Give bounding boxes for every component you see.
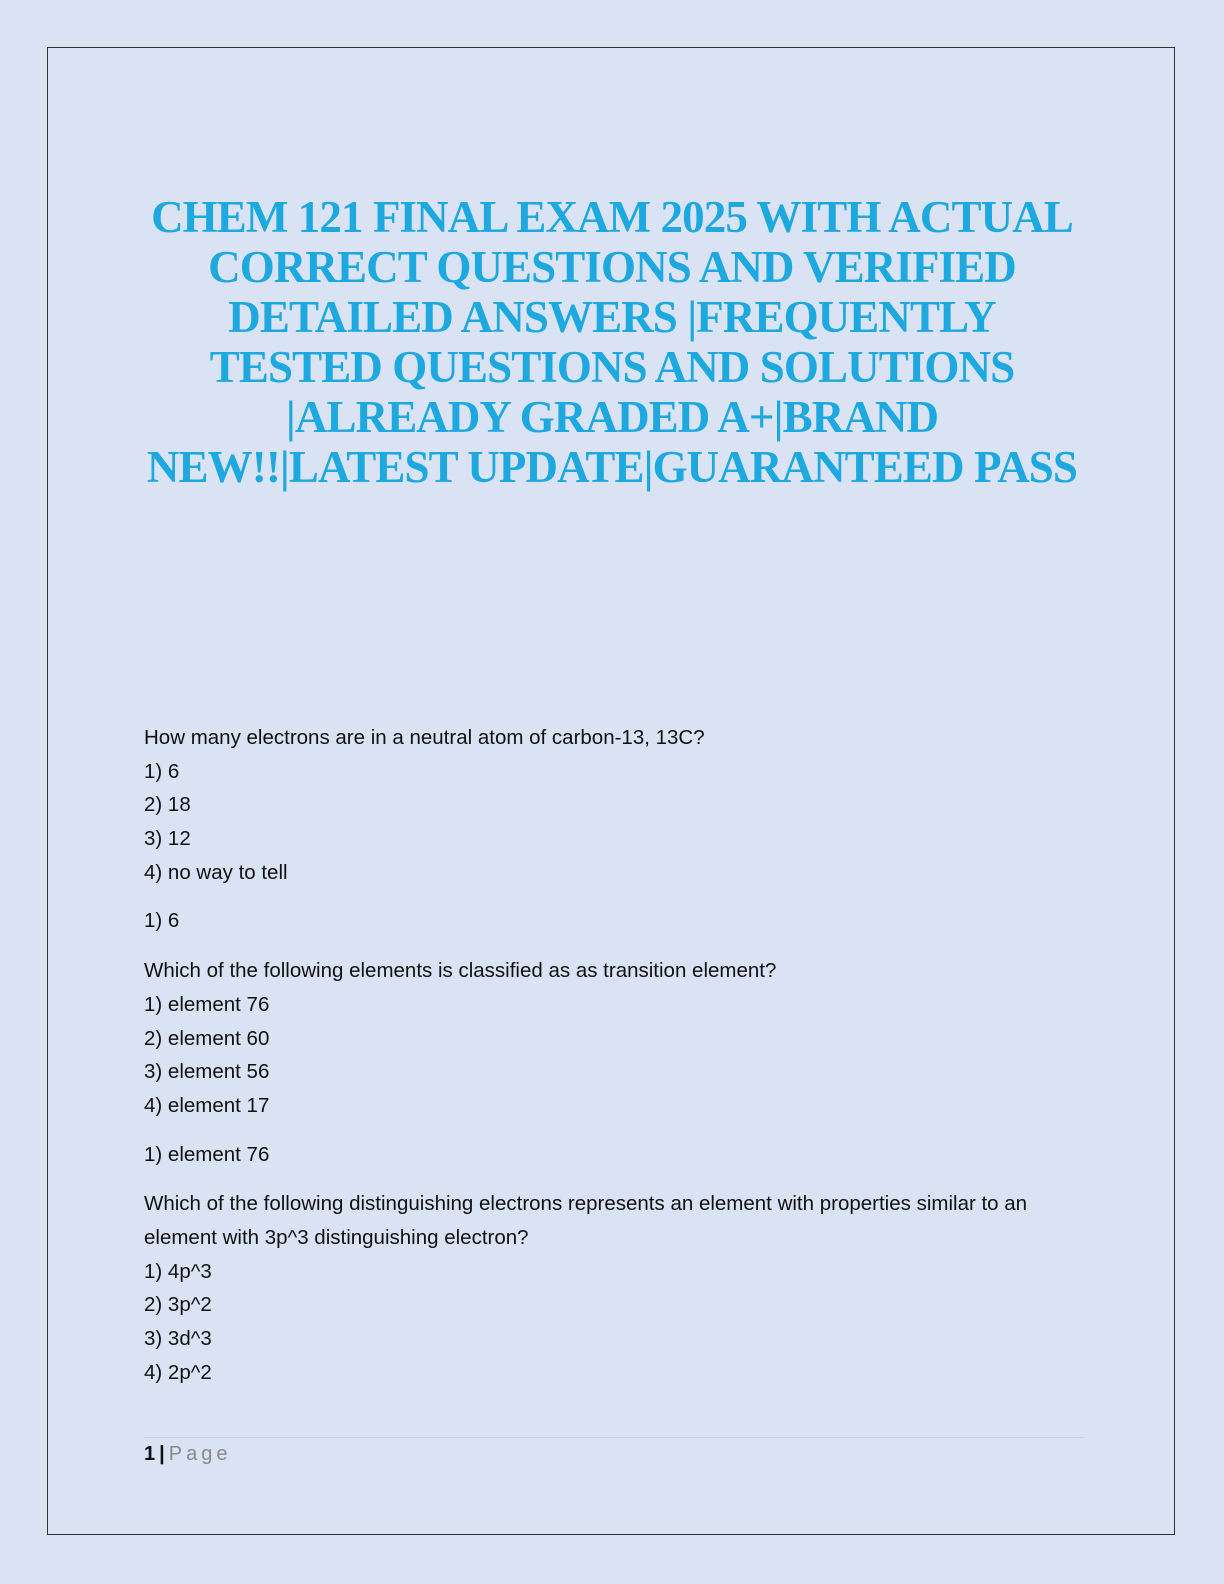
question-1-option-2: 2) 18 — [144, 793, 191, 817]
question-3-option-3: 3) 3d^3 — [144, 1327, 212, 1351]
question-2-option-1: 1) element 76 — [144, 992, 270, 1016]
footer-divider — [144, 1437, 1084, 1438]
question-1-answer: 1) 6 — [144, 909, 180, 933]
document-title: CHEM 121 FINAL EXAM 2025 WITH ACTUAL CORRECT QUESTIONS AND VERIFIED DETAILED ANSWERS |FREQUENTLY TESTED QUESTIONS AND SOLUTIONS |ALREADY GRADED A+|BRAND NEW!!|LATEST UPDATE|GUARANTEED PASS — [146, 192, 1078, 492]
question-1-option-4: 4) no way to tell — [144, 860, 288, 884]
question-list — [144, 721, 1084, 1389]
page-footer — [144, 1440, 231, 1468]
question-3-text: Which of the following distinguishing electrons represents an element with properties similar to an element with 3p^3 distinguishing electron? — [144, 1192, 1028, 1249]
question-1-text: How many electrons are in a neutral atom of carbon-13, 13C? — [144, 726, 705, 749]
question-2-answer: 1) element 76 — [144, 1142, 270, 1166]
question-3-option-2: 2) 3p^2 — [144, 1293, 212, 1317]
question-1-option-3: 3) 12 — [144, 827, 191, 851]
question-3-option-4: 4) 2p^2 — [144, 1360, 212, 1384]
question-2-option-3: 3) element 56 — [144, 1060, 270, 1084]
question-2-option-4: 4) element 17 — [144, 1093, 270, 1117]
page-number: 1 — [144, 1443, 156, 1465]
footer-separator: | — [159, 1443, 165, 1465]
question-2-option-2: 2) element 60 — [144, 1026, 270, 1050]
page-label: Page — [168, 1443, 232, 1465]
question-3-option-1: 1) 4p^3 — [144, 1259, 212, 1283]
question-1 — [144, 721, 1084, 938]
question-1-option-1: 1) 6 — [144, 759, 180, 783]
question-2-text: Which of the following elements is classified as as transition element? — [144, 959, 777, 983]
question-3 — [144, 1187, 1084, 1389]
question-2 — [144, 954, 1084, 1171]
